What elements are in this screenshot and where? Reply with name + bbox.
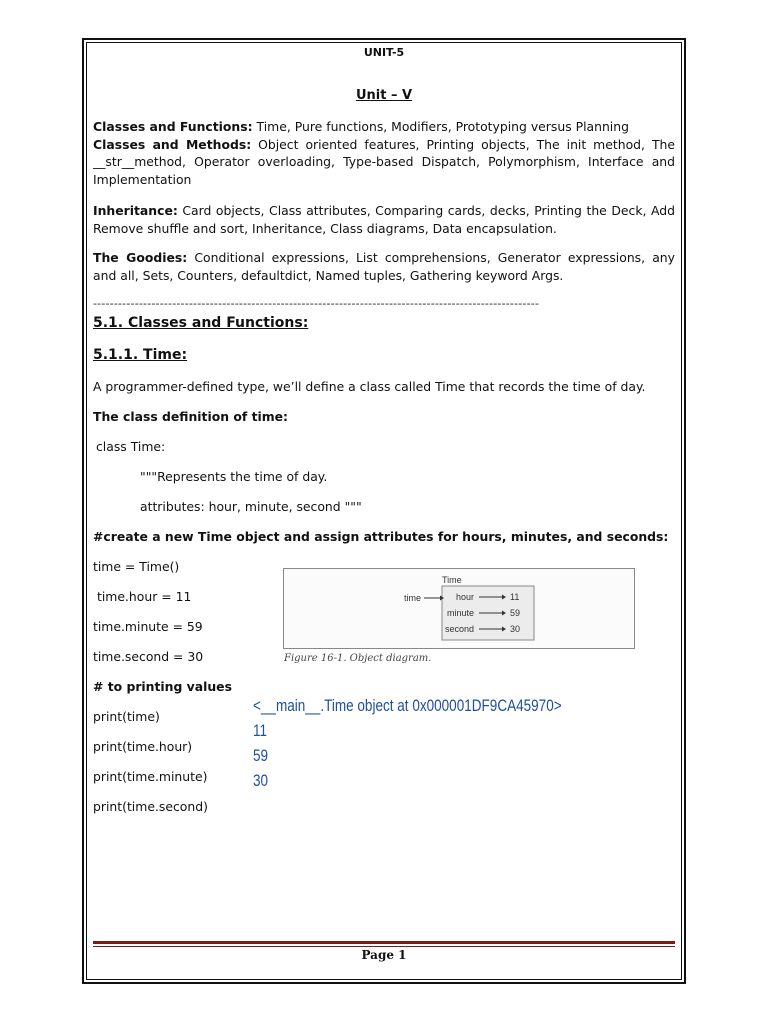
unit-label: UNIT-5	[363, 46, 405, 59]
object-diagram-svg	[284, 569, 636, 650]
intro-text: A programmer-defined type, we’ll define a class called Time that records the time of day.	[93, 379, 646, 394]
diagram-attr-value: 11	[510, 592, 520, 602]
diagram-attr-name: hour	[455, 592, 474, 602]
print-heading: # to printing values	[93, 679, 232, 694]
code-line: time = Time()	[93, 559, 180, 574]
diagram-attr-value: 59	[510, 608, 521, 618]
inheritance-label: Inheritance:	[93, 203, 178, 218]
classes-functions-text: Time, Pure functions, Modifiers, Prototyping versus Planning	[252, 119, 629, 134]
diagram-attr-value: 30	[510, 624, 521, 634]
footer-rule	[93, 941, 675, 944]
inheritance-text: Card objects, Class attributes, Comparing cards, decks, Printing the Deck, Add Remove shuffle and sort, Inheritance, Class diagrams, Data encapsulation.	[93, 203, 675, 236]
page-number: Page 1	[361, 948, 407, 962]
section-heading-5-1-1: 5.1.1. Time:	[93, 347, 188, 363]
figure-caption: Figure 16-1. Object diagram.	[284, 653, 432, 664]
classes-functions-label: Classes and Functions:	[93, 119, 253, 134]
code-class-line: class Time:	[96, 439, 166, 454]
classes-methods-label: Classes and Methods:	[93, 136, 252, 152]
code-line: time.second = 30	[93, 649, 204, 664]
diagram-class-label: Time	[442, 575, 462, 585]
goodies-text: Conditional expressions, List comprehensions, Generator expressions, any and all, Sets, Counters, defaultdict, Named tuples, Gathering keyword Args.	[93, 250, 675, 283]
output-line: 30	[253, 772, 269, 790]
code-line: time.minute = 59	[93, 619, 203, 634]
diagram-var-label: time	[404, 593, 422, 603]
code-attributes-line: attributes: hour, minute, second """	[140, 499, 362, 514]
footer-rule-thin	[93, 946, 675, 947]
create-object-heading: #create a new Time object and assign attributes for hours, minutes, and seconds:	[93, 529, 669, 544]
divider: -----------------------------------------------------------------------------------------------------------	[93, 297, 540, 310]
code-line: print(time.hour)	[93, 739, 193, 754]
syllabus-goodies	[93, 249, 675, 284]
output-line: <__main__.Time object at 0x000001DF9CA45970>	[253, 697, 562, 715]
code-line: time.hour = 11	[97, 589, 192, 604]
syllabus-inheritance	[93, 202, 675, 237]
code-line: print(time)	[93, 709, 160, 724]
classes-methods-text: Object oriented features, Printing objects, The init method, The __str__method, Operator overloading, Type-based Dispatch, Polymorphism, Interface and Implementation	[93, 136, 675, 188]
class-def-heading: The class definition of time:	[93, 409, 289, 424]
object-diagram	[283, 568, 635, 649]
code-line: print(time.second)	[93, 799, 208, 814]
code-docstring-line: """Represents the time of day.	[140, 469, 328, 484]
diagram-attr-name: second	[444, 624, 474, 634]
output-line: 11	[253, 722, 268, 740]
goodies-label: The Goodies:	[93, 250, 188, 265]
diagram-attr-name: minute	[446, 608, 474, 618]
code-line: print(time.minute)	[93, 769, 208, 784]
page-title: Unit – V	[355, 88, 413, 103]
syllabus-classes	[93, 118, 675, 189]
section-heading-5-1: 5.1. Classes and Functions:	[93, 315, 309, 331]
output-line: 59	[253, 747, 269, 765]
